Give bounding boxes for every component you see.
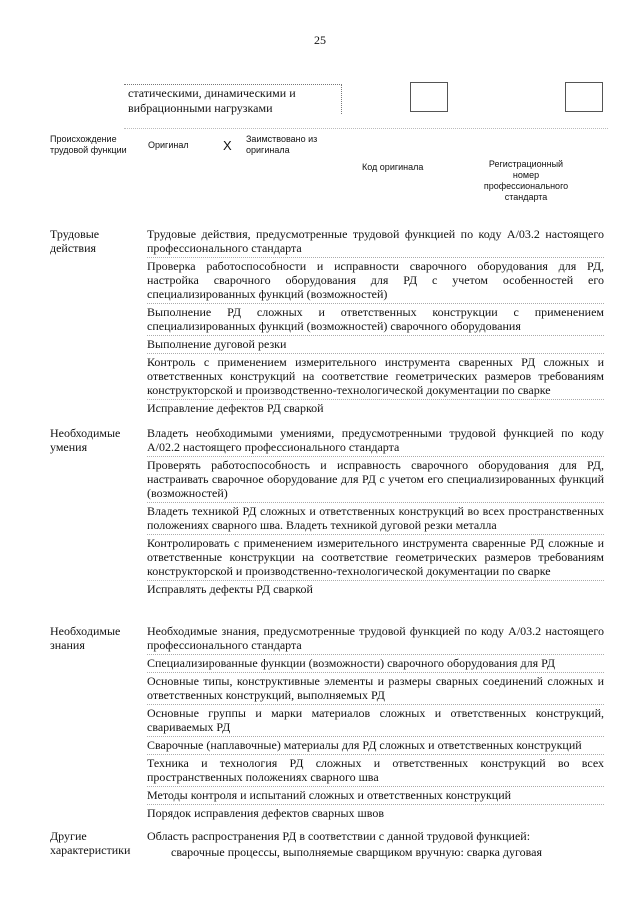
list-item: Владеть необходимыми умениями, предусмотренными трудовой функцией по коду А/02.2 настоящего профессионального стандарта (147, 426, 604, 454)
original-label: Оригинал (148, 140, 189, 150)
list-item: Техника и технология РД сложных и ответственных конструкций во всех пространственных положениях сварного шва (147, 756, 604, 784)
empty-cell-1 (410, 82, 448, 112)
top-row-text: статическими, динамическими и вибрационными нагрузками (124, 84, 342, 114)
list-item: Проверка работоспособности и исправности сварочного оборудования для РД, настройка сварочного оборудования для РД с учетом особенностей его специализированных функций (возможностей) (147, 259, 604, 301)
reg-number-label: Регистрационный номер профессионального стандарта (483, 159, 569, 202)
original-mark: X (223, 138, 232, 153)
list-item: Основные типы, конструктивные элементы и размеры сварных соединений сложных и ответственных конструкций, выполняемых РД (147, 674, 604, 702)
list-item: Выполнение дуговой резки (147, 335, 604, 351)
list-item: Сварочные (наплавочные) материалы для РД сложных и ответственных конструкций (147, 736, 604, 752)
list-item: Специализированные функции (возможности) сварочного оборудования для РД (147, 654, 604, 670)
section-label-knowledge: Необходимые знания (50, 624, 121, 652)
list-item: Контроль с применением измерительного инструмента сваренных РД сложных и ответственных конструкций на соответствие геометрических размеров требованиям конструкторской и производственно-технологической документации по сварке (147, 355, 604, 397)
section-items-knowledge (147, 624, 604, 822)
list-item: сварочные процессы, выполняемые сварщиком вручную: сварка дуговая (171, 845, 542, 859)
empty-cell-2 (565, 82, 603, 112)
origin-label: Происхождение трудовой функции (50, 134, 127, 155)
list-item: Область распространения РД в соответствии с данной трудовой функцией: (147, 829, 531, 843)
section-label-skills: Необходимые умения (50, 426, 121, 454)
list-item: Порядок исправления дефектов сварных швов (147, 804, 604, 820)
section-label-other: Другие характеристики (50, 829, 131, 857)
list-item: Трудовые действия, предусмотренные трудовой функцией по коду А/03.2 настоящего профессионального стандарта (147, 227, 604, 255)
list-item: Владеть техникой РД сложных и ответственных конструкций во всех пространственных положениях сварного шва. Владеть техникой дуговой резки металла (147, 504, 604, 532)
borrowed-label: Заимствовано из оригинала (246, 134, 318, 155)
page-number: 25 (314, 33, 326, 47)
section-label-actions: Трудовые действия (50, 227, 100, 255)
section-items-actions (147, 227, 604, 417)
section-items-skills (147, 426, 604, 598)
divider (124, 128, 608, 129)
list-item: Исправлять дефекты РД сваркой (147, 580, 604, 596)
section-items-other (147, 829, 604, 861)
list-item: Контролировать с применением измерительного инструмента сваренные РД сложные и ответственные конструкции на соответствие геометрических размеров требованиям конструкторской и производственно-технологической документации по сварке (147, 536, 604, 578)
list-item: Исправление дефектов РД сваркой (147, 399, 604, 415)
list-item: Выполнение РД сложных и ответственных конструкции с применением специализированных функций (возможностей) сварочного оборудования (147, 305, 604, 333)
list-item: Необходимые знания, предусмотренные трудовой функцией по коду А/03.2 настоящего профессионального стандарта (147, 624, 604, 652)
code-original-label: Код оригинала (362, 162, 424, 172)
list-item: Основные группы и марки материалов сложных и ответственных конструкций, свариваемых РД (147, 706, 604, 734)
list-item: Проверять работоспособность и исправность сварочного оборудования для РД, настраивать сварочное оборудование для РД с учетом его специализированных функций (возможностей) (147, 458, 604, 500)
list-item: Методы контроля и испытаний сложных и ответственных конструкций (147, 786, 604, 802)
